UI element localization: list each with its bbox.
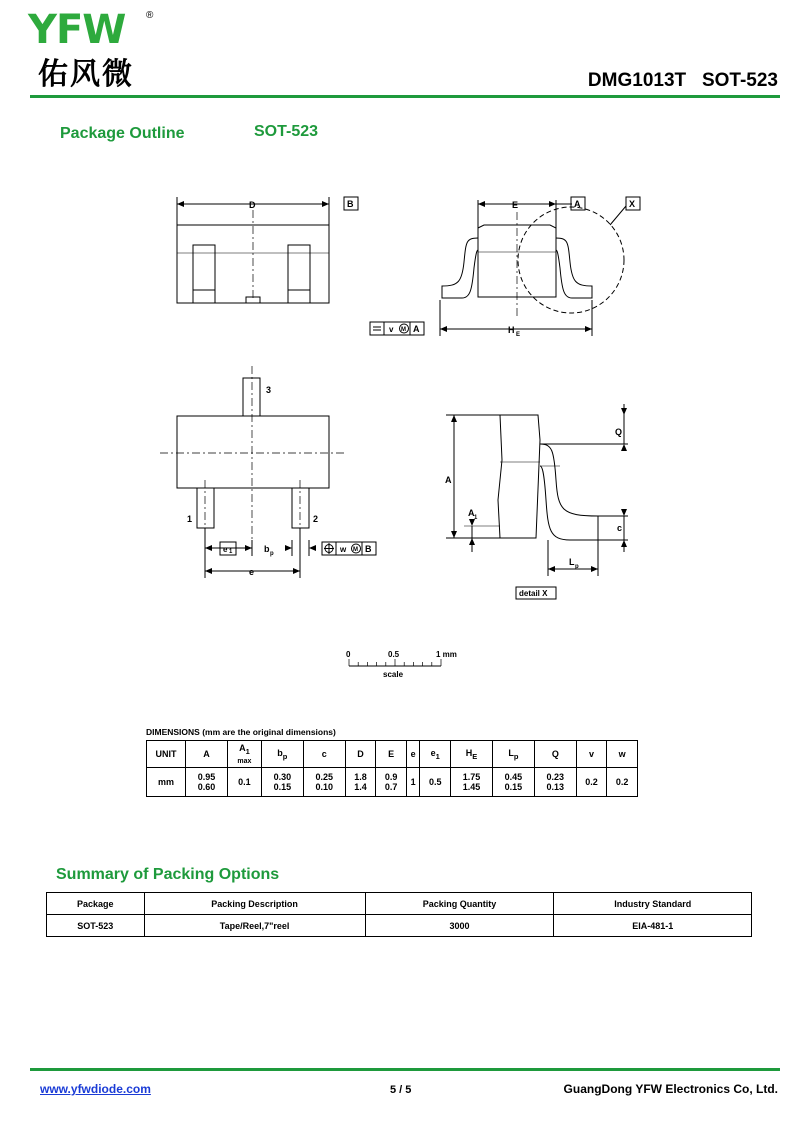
value-Q-max: 0.23 — [546, 772, 565, 782]
header-A: A — [186, 741, 228, 768]
package-name: SOT-523 — [254, 123, 319, 140]
header-e: e — [406, 741, 420, 768]
label-M-top: M — [401, 327, 406, 333]
header-e1-sub: 1 — [435, 751, 440, 761]
footer-rule — [30, 1068, 780, 1071]
packing-header-row — [47, 893, 752, 915]
value-Lp-max: 0.45 — [504, 772, 523, 782]
value-w: 0.2 — [607, 768, 638, 797]
value-D-max: 1.8 — [354, 772, 367, 782]
header-HE-sub: E — [472, 751, 478, 761]
value-E-min: 0.7 — [384, 782, 398, 792]
value-bp-max: 0.30 — [273, 772, 292, 782]
label-X-box: X — [629, 199, 636, 209]
label-A1-sub: 1 — [474, 515, 478, 521]
header-e1 — [420, 741, 451, 768]
header-A1: A — [239, 742, 246, 753]
label-pin2: 2 — [313, 514, 319, 524]
header-A1max — [227, 741, 261, 768]
label-M-bottom: M — [353, 547, 358, 553]
label-pin1: 1 — [187, 514, 193, 524]
logo-text: YFW — [28, 7, 126, 53]
label-A1: A — [468, 508, 475, 518]
value-Q-min: 0.13 — [546, 782, 565, 792]
scale-label: scale — [383, 670, 404, 679]
packing-heading: Summary of Packing Options — [56, 866, 280, 883]
value-A-min: 0.60 — [197, 782, 216, 792]
packing-description: Tape/Reel,7"reel — [144, 915, 365, 937]
page-title: DMG1013T SOT-523 — [587, 70, 778, 91]
label-e: e — [249, 567, 255, 577]
packing-quantity: 3000 — [365, 915, 554, 937]
value-Lp — [492, 768, 534, 797]
company-name: GuangDong YFW Electronics Co, Ltd. — [563, 1082, 778, 1096]
value-A — [186, 768, 228, 797]
label-A-height: A — [445, 475, 452, 485]
value-Lp-min: 0.15 — [504, 782, 523, 792]
value-D — [345, 768, 376, 797]
label-A-box: A — [574, 199, 581, 209]
packing-row — [47, 915, 752, 937]
label-bp: b — [264, 544, 270, 554]
packing-header-package: Package — [47, 893, 145, 915]
value-v: 0.2 — [576, 768, 607, 797]
header-unit: UNIT — [147, 741, 186, 768]
scale-tick-half: 0.5 — [388, 650, 400, 659]
scale-tick-1mm: 1 mm — [436, 650, 457, 659]
value-HE-max: 1.75 — [462, 772, 481, 782]
label-HE: H — [508, 325, 515, 335]
dimensions-value-row — [147, 768, 638, 797]
header-HE — [451, 741, 493, 768]
label-c: c — [617, 523, 623, 533]
packing-header-quantity: Packing Quantity — [365, 893, 554, 915]
label-w: w — [340, 545, 347, 554]
value-c-min: 0.10 — [315, 782, 334, 792]
dimensions-caption: DIMENSIONS (mm are the original dimensions) — [146, 727, 336, 737]
header-v: v — [576, 741, 607, 768]
value-bp — [261, 768, 303, 797]
label-bp-sub: p — [270, 551, 274, 557]
label-v: v — [389, 325, 394, 334]
packing-header-standard: Industry Standard — [554, 893, 752, 915]
scale-bar — [346, 650, 457, 679]
header-E: E — [376, 741, 407, 768]
scale-tick-0: 0 — [346, 650, 351, 659]
value-Q — [534, 768, 576, 797]
header-w: w — [607, 741, 638, 768]
value-bp-min: 0.15 — [273, 782, 292, 792]
header-bp-sub: p — [282, 751, 288, 761]
value-e1: 0.5 — [420, 768, 451, 797]
label-Lp-sub: p — [575, 564, 579, 570]
label-HE-sub: E — [516, 332, 521, 338]
unit-cell: mm — [147, 768, 186, 797]
header-A1-sub: 1 — [245, 746, 250, 756]
value-e: 1 — [406, 768, 420, 797]
label-B-box: B — [347, 199, 354, 209]
value-HE-min: 1.45 — [462, 782, 481, 792]
logo-chinese-name: 佑风微 — [38, 57, 134, 92]
packing-standard: EIA-481-1 — [554, 915, 752, 937]
website-link[interactable]: www.yfwdiode.com — [40, 1082, 151, 1096]
header-HE-H: H — [465, 747, 473, 758]
value-c-max: 0.25 — [315, 772, 334, 782]
label-detail-x: detail X — [519, 589, 548, 598]
header-bp-b: b — [277, 747, 283, 758]
label-e1: e — [223, 545, 228, 554]
header-Q: Q — [534, 741, 576, 768]
value-E-max: 0.9 — [384, 772, 398, 782]
label-Q: Q — [615, 427, 623, 437]
package-outline-heading: Package Outline — [60, 125, 185, 142]
dimensions-header-row — [147, 741, 638, 768]
label-e1-sub: 1 — [229, 549, 233, 555]
header-Lp-L: L — [508, 747, 514, 758]
label-A-datum: A — [413, 324, 420, 334]
header-Lp-sub: p — [513, 751, 519, 761]
label-B-datum: B — [365, 544, 372, 554]
value-E — [376, 768, 407, 797]
value-A1: 0.1 — [227, 768, 261, 797]
packing-package: SOT-523 — [47, 915, 145, 937]
label-D: D — [249, 200, 256, 210]
header-e1-e: e — [430, 747, 436, 758]
label-E: E — [512, 200, 519, 210]
header-bp — [261, 741, 303, 768]
packing-table — [46, 892, 752, 937]
header-c: c — [303, 741, 345, 768]
value-A-max: 0.95 — [197, 772, 216, 782]
dimensions-table — [146, 740, 638, 797]
label-pin3: 3 — [266, 385, 272, 395]
header-Lp — [492, 741, 534, 768]
value-D-min: 1.4 — [354, 782, 367, 792]
page-number: 5 / 5 — [390, 1084, 412, 1096]
registered-mark: ® — [146, 10, 154, 21]
value-c — [303, 768, 345, 797]
packing-header-description: Packing Description — [144, 893, 365, 915]
label-Lp: L — [569, 557, 575, 567]
header-max: max — [237, 758, 252, 766]
header-D: D — [345, 741, 376, 768]
value-HE — [451, 768, 493, 797]
